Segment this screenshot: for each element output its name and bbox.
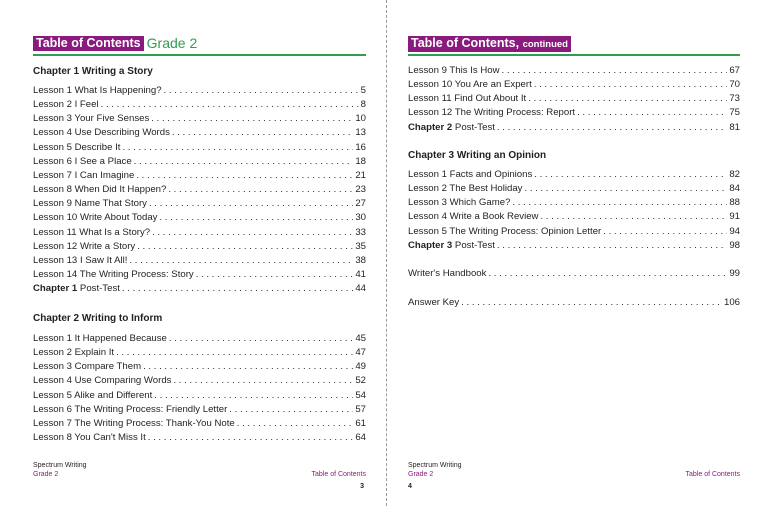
toc-entry <box>408 211 740 223</box>
toc-leader-dots <box>229 404 353 416</box>
toc-title: Table of Contents <box>33 36 144 51</box>
toc-entry-label: Lesson 2 I Feel <box>33 99 99 111</box>
toc-entry <box>33 227 366 239</box>
toc-entry-label <box>33 283 120 295</box>
toc-posttest-entry <box>408 240 740 252</box>
toc-header <box>408 36 740 52</box>
toc-page-number: 73 <box>729 93 740 105</box>
toc-entry <box>408 169 740 181</box>
toc-title-continued <box>408 36 571 52</box>
toc-page-number: 13 <box>355 127 366 139</box>
toc-entry <box>408 297 740 309</box>
toc-entry <box>408 226 740 238</box>
toc-header <box>33 36 366 52</box>
toc-entry <box>33 170 366 182</box>
toc-entry <box>33 127 366 139</box>
toc-page-number: 45 <box>355 333 366 344</box>
toc-entry <box>33 375 366 387</box>
toc-entry <box>33 212 366 224</box>
toc-leader-dots <box>116 347 353 359</box>
chapter1-heading: Chapter 1 Writing a Story <box>33 66 153 77</box>
toc-entry-label <box>408 240 495 252</box>
toc-page-number: 33 <box>355 226 366 238</box>
toc-chapter-label: Chapter 3 <box>408 239 453 251</box>
toc-page-number: 91 <box>729 211 740 223</box>
toc-entry-label: Writer's Handbook <box>408 268 487 279</box>
page-footer <box>408 461 740 490</box>
toc-entry-label: Lesson 9 This Is How <box>408 65 500 76</box>
toc-entry-label: Lesson 4 Write a Book Review <box>408 211 539 223</box>
toc-entry-label: Answer Key <box>408 297 460 308</box>
toc-page-number: 44 <box>355 283 366 295</box>
toc-entry <box>408 107 740 119</box>
toc-entry-label: Lesson 1 It Happened Because <box>33 333 167 344</box>
toc-leader-dots <box>152 227 353 239</box>
footer-book-title: Spectrum Writing <box>33 462 87 469</box>
toc-page-number: 35 <box>355 240 366 252</box>
toc-leader-dots <box>137 241 353 253</box>
toc-chapter-label: Chapter 1 <box>33 283 78 295</box>
toc-page-number: 47 <box>355 347 366 359</box>
toc-leader-dots <box>540 211 727 223</box>
toc-leader-dots <box>151 113 353 125</box>
toc-leader-dots <box>577 107 727 119</box>
toc-page-number: 5 <box>360 85 366 96</box>
toc-entry-label: Lesson 3 Which Game? <box>408 197 511 209</box>
chapter3-heading: Chapter 3 Writing an Opinion <box>408 150 547 161</box>
toc-entry-label: Lesson 12 The Writing Process: Report <box>408 107 576 119</box>
footer-section: Table of Contents <box>685 471 740 478</box>
toc-page-number: 70 <box>729 79 740 91</box>
toc-leader-dots <box>502 65 728 77</box>
toc-page-number: 18 <box>355 155 366 167</box>
toc-entry-label: Lesson 3 Compare Them <box>33 361 142 373</box>
toc-leader-dots <box>497 240 727 252</box>
toc-entry <box>33 390 366 402</box>
toc-entry-label: Lesson 5 The Writing Process: Opinion Letter <box>408 225 602 237</box>
toc-leader-dots <box>461 297 722 309</box>
toc-leader-dots <box>168 184 353 196</box>
toc-entry <box>33 269 366 281</box>
toc-entry <box>33 142 366 154</box>
toc-leader-dots <box>172 127 353 139</box>
toc-leader-dots <box>136 170 353 182</box>
toc-entry-label: Lesson 14 The Writing Process: Story <box>33 268 194 280</box>
toc-page-number: 67 <box>729 65 740 76</box>
toc-leader-dots <box>148 432 354 444</box>
toc-leader-dots <box>196 269 354 281</box>
toc-entry-label: Lesson 1 What Is Happening? <box>33 85 162 96</box>
toc-leader-dots <box>524 183 727 195</box>
footer-grade: Grade 2 <box>33 471 59 478</box>
toc-page-number: 94 <box>729 225 740 237</box>
toc-page-number: 106 <box>723 297 740 308</box>
toc-leader-dots <box>169 333 353 345</box>
toc-entry-label: Lesson 8 When Did It Happen? <box>33 184 167 196</box>
toc-entry-label: Lesson 8 You Can't Miss It <box>33 432 146 444</box>
toc-entry <box>408 79 740 91</box>
toc-leader-dots <box>143 361 353 373</box>
page-number: 4 <box>408 483 412 490</box>
toc-entry <box>33 184 366 196</box>
toc-page-number: 99 <box>729 268 740 279</box>
toc-entry <box>33 255 366 267</box>
toc-posttest-label: Post-Test <box>77 283 120 295</box>
toc-posttest-label: Post-Test <box>452 239 495 251</box>
toc-leader-dots <box>122 142 353 154</box>
toc-leader-dots <box>173 375 353 387</box>
toc-posttest-entry <box>408 122 740 134</box>
toc-page-number: 10 <box>355 113 366 125</box>
toc-entry-label: Lesson 13 I Saw It All! <box>33 254 128 266</box>
toc-page-number: 41 <box>355 268 366 280</box>
toc-entry-label: Lesson 2 The Best Holiday <box>408 183 523 195</box>
toc-title: Table of Contents, <box>411 36 520 50</box>
toc-entry <box>33 432 366 444</box>
toc-page-number: 61 <box>355 417 366 429</box>
toc-page-number: 27 <box>355 198 366 210</box>
toc-leader-dots <box>164 85 359 97</box>
toc-entry <box>408 93 740 105</box>
toc-page-number: 38 <box>355 254 366 266</box>
toc-posttest-label: Post-Test <box>452 121 495 133</box>
toc-leader-dots <box>497 122 727 134</box>
toc-entry-label: Lesson 11 What Is a Story? <box>33 226 151 238</box>
toc-page-number: 81 <box>729 121 740 133</box>
toc-entry-label: Lesson 7 I Can Imagine <box>33 169 135 181</box>
toc-leader-dots <box>512 197 727 209</box>
toc-entry <box>408 268 740 280</box>
toc-entry <box>33 156 366 168</box>
toc-entry <box>408 65 740 77</box>
left-page <box>33 0 366 506</box>
toc-entry-label: Lesson 6 I See a Place <box>33 155 132 167</box>
footer-grade: Grade 2 <box>408 471 434 478</box>
toc-leader-dots <box>603 226 727 238</box>
page-footer <box>33 461 366 490</box>
toc-continued-label: continued <box>522 39 568 50</box>
toc-leader-dots <box>488 268 727 280</box>
header-rule <box>408 54 740 56</box>
toc-page-number: 23 <box>355 184 366 196</box>
toc-page-number: 21 <box>355 169 366 181</box>
toc-entry-label: Lesson 12 Write a Story <box>33 240 136 252</box>
toc-entry-label: Lesson 10 Write About Today <box>33 212 158 224</box>
toc-entry-label: Lesson 11 Find Out About It <box>408 93 527 105</box>
toc-leader-dots <box>237 418 354 430</box>
page-number: 3 <box>360 483 364 490</box>
toc-page-number: 64 <box>355 432 366 444</box>
toc-entry <box>33 361 366 373</box>
toc-entry-label: Lesson 2 Explain It <box>33 347 115 359</box>
toc-leader-dots <box>528 93 727 105</box>
toc-entry <box>33 418 366 430</box>
toc-entry <box>33 99 366 111</box>
toc-leader-dots <box>154 390 353 402</box>
toc-entry-label: Lesson 7 The Writing Process: Thank-You Note <box>33 417 235 429</box>
toc-entry <box>33 198 366 210</box>
toc-page-number: 52 <box>355 375 366 387</box>
toc-entry-label <box>408 122 495 134</box>
toc-leader-dots <box>122 283 353 295</box>
toc-page-number: 75 <box>729 107 740 119</box>
right-page <box>408 0 740 506</box>
toc-leader-dots <box>534 79 728 91</box>
grade-title: Grade 2 <box>146 35 198 51</box>
toc-entry-label: Lesson 5 Describe It <box>33 141 121 153</box>
toc-entry-label: Lesson 1 Facts and Opinions <box>408 169 533 180</box>
toc-leader-dots <box>134 156 354 168</box>
toc-page-number: 84 <box>729 183 740 195</box>
toc-entry <box>33 333 366 345</box>
header-rule <box>33 54 366 56</box>
toc-entry <box>408 197 740 209</box>
toc-page-number: 54 <box>355 389 366 401</box>
toc-entry-label: Lesson 9 Name That Story <box>33 198 147 210</box>
toc-leader-dots <box>149 198 353 210</box>
toc-entry-label: Lesson 6 The Writing Process: Friendly Letter <box>33 403 228 415</box>
toc-entry <box>33 241 366 253</box>
toc-entry-label: Lesson 4 Use Describing Words <box>33 127 170 139</box>
toc-entry-label: Lesson 5 Alike and Different <box>33 389 153 401</box>
toc-page-number: 57 <box>355 403 366 415</box>
toc-chapter-label: Chapter 2 <box>408 121 453 133</box>
toc-entry <box>408 183 740 195</box>
toc-leader-dots <box>129 255 353 267</box>
toc-leader-dots <box>101 99 359 111</box>
toc-page-number: 8 <box>360 99 366 111</box>
toc-entry-label: Lesson 3 Your Five Senses <box>33 113 150 125</box>
footer-book-title: Spectrum Writing <box>408 462 462 469</box>
toc-leader-dots <box>159 212 353 224</box>
chapter2-heading: Chapter 2 Writing to Inform <box>33 313 163 324</box>
toc-page-number: 30 <box>355 212 366 224</box>
toc-entry-label: Lesson 10 You Are an Expert <box>408 79 532 91</box>
toc-posttest-entry <box>33 283 366 295</box>
toc-leader-dots <box>534 169 727 181</box>
toc-entry-label: Lesson 4 Use Comparing Words <box>33 375 172 387</box>
footer-section: Table of Contents <box>311 471 366 478</box>
page-divider <box>386 0 387 506</box>
toc-page-number: 82 <box>729 169 740 180</box>
toc-entry <box>33 347 366 359</box>
toc-page-number: 98 <box>729 239 740 251</box>
toc-entry <box>33 404 366 416</box>
toc-page-number: 49 <box>355 361 366 373</box>
toc-page-number: 16 <box>355 141 366 153</box>
toc-entry <box>33 113 366 125</box>
toc-entry <box>33 85 366 97</box>
toc-page-number: 88 <box>729 197 740 209</box>
